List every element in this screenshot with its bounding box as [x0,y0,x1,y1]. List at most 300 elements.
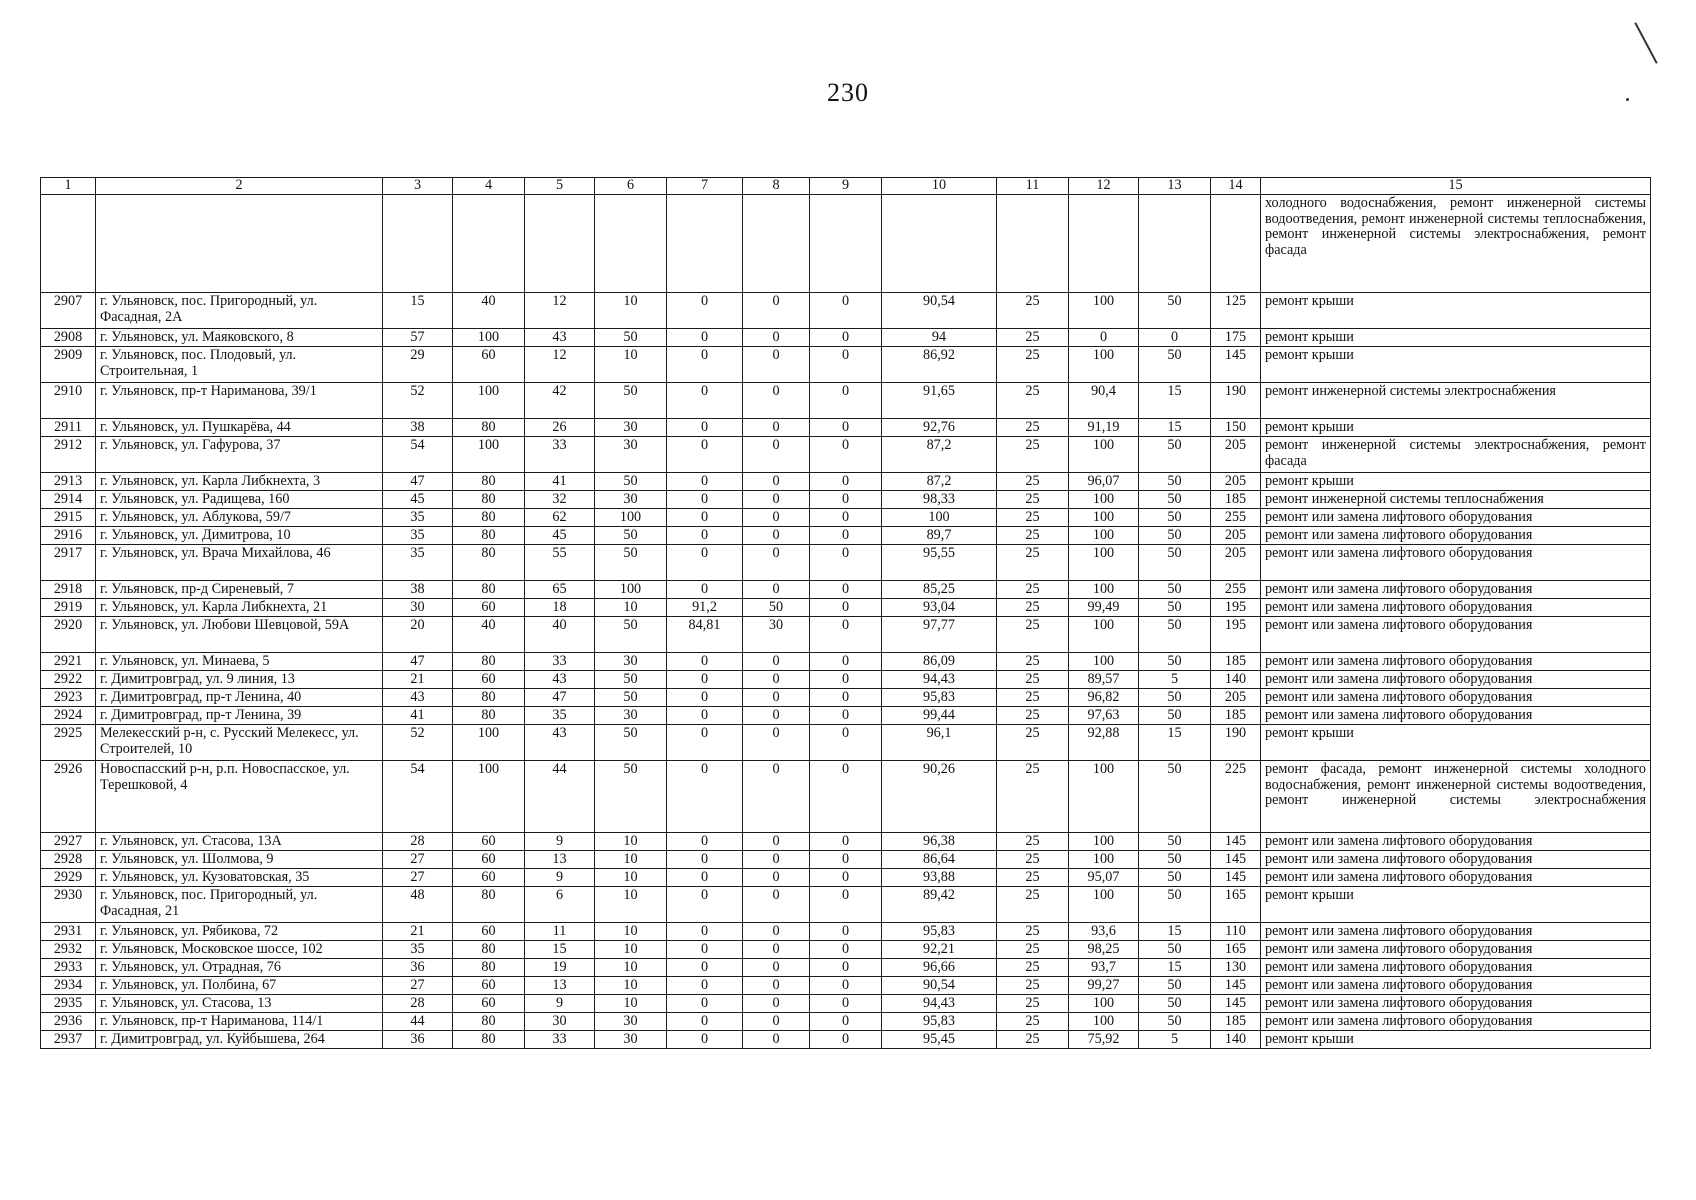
col-14: 225 [1211,761,1261,833]
work-type: ремонт или замена лифтового оборудования [1261,851,1651,869]
col-12: 100 [1069,995,1139,1013]
col-9: 0 [810,671,882,689]
col-12: 91,19 [1069,419,1139,437]
col-11: 25 [997,545,1069,581]
col-4: 60 [453,599,525,617]
col-9: 0 [810,347,882,383]
col-12: 97,63 [1069,707,1139,725]
col-10: 100 [882,509,997,527]
row-number: 2929 [41,869,96,887]
col-12: 98,25 [1069,941,1139,959]
col-13: 50 [1139,581,1211,599]
address: Мелекесский р-н, с. Русский Мелекесс, ул. Строителей, 10 [96,725,383,761]
row-number: 2913 [41,473,96,491]
address: г. Димитровград, пр-т Ленина, 40 [96,689,383,707]
row-number: 2933 [41,959,96,977]
col-12: 93,7 [1069,959,1139,977]
col-3: 57 [383,329,453,347]
col-6: 10 [595,851,667,869]
table-row [41,509,1651,527]
column-header-5: 5 [525,178,595,195]
col-3: 54 [383,761,453,833]
col-11: 25 [997,509,1069,527]
row-number: 2930 [41,887,96,923]
col-3: 36 [383,1031,453,1049]
address: г. Ульяновск, ул. Минаева, 5 [96,653,383,671]
col-5: 11 [525,923,595,941]
column-header-4: 4 [453,178,525,195]
col-3: 38 [383,581,453,599]
column-header-6: 6 [595,178,667,195]
work-type: ремонт крыши [1261,419,1651,437]
work-type: ремонт или замена лифтового оборудования [1261,581,1651,599]
work-type: ремонт крыши [1261,293,1651,329]
address: г. Ульяновск, ул. Карла Либкнехта, 3 [96,473,383,491]
col-13: 50 [1139,689,1211,707]
col-8: 0 [743,347,810,383]
col-7: 0 [667,707,743,725]
col-13: 50 [1139,437,1211,473]
col-7: 0 [667,725,743,761]
table-row [41,1013,1651,1031]
col-14: 145 [1211,869,1261,887]
col-12: 99,49 [1069,599,1139,617]
col-3: 28 [383,833,453,851]
col-13: 15 [1139,419,1211,437]
work-type: ремонт инженерной системы электроснабжения [1261,383,1651,419]
column-header-9: 9 [810,178,882,195]
col-6: 30 [595,653,667,671]
address: г. Ульяновск, Московское шоссе, 102 [96,941,383,959]
col-13: 50 [1139,347,1211,383]
col-3: 27 [383,851,453,869]
work-type: ремонт или замена лифтового оборудования [1261,527,1651,545]
col-3: 43 [383,689,453,707]
col-5: 13 [525,977,595,995]
col-5: 9 [525,833,595,851]
col-5: 32 [525,491,595,509]
address: г. Ульяновск, ул. Полбина, 67 [96,977,383,995]
col-7: 0 [667,833,743,851]
col-14: 165 [1211,887,1261,923]
row-number: 2916 [41,527,96,545]
col-3: 41 [383,707,453,725]
col-12: 89,57 [1069,671,1139,689]
col-8: 0 [743,509,810,527]
col-6: 30 [595,419,667,437]
col-13: 5 [1139,1031,1211,1049]
col-9: 0 [810,869,882,887]
col-8: 0 [743,941,810,959]
col-7: 0 [667,851,743,869]
col-10: 95,83 [882,689,997,707]
col-4: 80 [453,1013,525,1031]
col-3: 54 [383,437,453,473]
col-5: 33 [525,437,595,473]
col-9: 0 [810,473,882,491]
col-3: 28 [383,995,453,1013]
table-row [41,923,1651,941]
col-3: 48 [383,887,453,923]
col-13: 15 [1139,959,1211,977]
col-11: 25 [997,617,1069,653]
table-row [41,1031,1651,1049]
column-header-2: 2 [96,178,383,195]
address: г. Ульяновск, ул. Шолмова, 9 [96,851,383,869]
work-type: ремонт или замена лифтового оборудования [1261,653,1651,671]
col-13: 50 [1139,1013,1211,1031]
col-10: 89,42 [882,887,997,923]
col-7: 0 [667,1031,743,1049]
row-number: 2918 [41,581,96,599]
col-9: 0 [810,761,882,833]
col-3: 30 [383,599,453,617]
work-type: ремонт или замена лифтового оборудования [1261,923,1651,941]
col-8: 0 [743,959,810,977]
col-10: 87,2 [882,437,997,473]
col-9: 0 [810,977,882,995]
col-13: 50 [1139,293,1211,329]
col-11: 25 [997,923,1069,941]
row-number: 2927 [41,833,96,851]
col-14: 175 [1211,329,1261,347]
col-11: 25 [997,1031,1069,1049]
col-4: 60 [453,977,525,995]
col-7: 0 [667,653,743,671]
col-9: 0 [810,581,882,599]
work-type: ремонт или замена лифтового оборудования [1261,689,1651,707]
column-header-8: 8 [743,178,810,195]
table-row [41,977,1651,995]
address: г. Ульяновск, пос. Пригородный, ул. Фасадная, 2А [96,293,383,329]
col-13: 15 [1139,923,1211,941]
col-6: 10 [595,995,667,1013]
col-3: 47 [383,653,453,671]
table-row [41,473,1651,491]
col-5: 33 [525,653,595,671]
col-7: 0 [667,383,743,419]
col-6: 10 [595,923,667,941]
col-14: 205 [1211,689,1261,707]
work-type: ремонт крыши [1261,473,1651,491]
col-6: 10 [595,959,667,977]
col-9: 0 [810,293,882,329]
row-number: 2917 [41,545,96,581]
col-11: 25 [997,959,1069,977]
col-6: 30 [595,707,667,725]
col-12: 100 [1069,833,1139,851]
col-7: 0 [667,473,743,491]
table-row [41,293,1651,329]
row-number: 2915 [41,509,96,527]
col-12: 100 [1069,509,1139,527]
col-4: 60 [453,347,525,383]
col-8: 0 [743,1031,810,1049]
row-number: 2907 [41,293,96,329]
col-5: 43 [525,671,595,689]
col-9: 0 [810,1031,882,1049]
col-11: 25 [997,473,1069,491]
work-type: ремонт или замена лифтового оборудования [1261,599,1651,617]
col-7: 0 [667,545,743,581]
col-8: 30 [743,617,810,653]
col-5: 62 [525,509,595,527]
col-9: 0 [810,725,882,761]
column-header-15: 15 [1261,178,1651,195]
col-10: 89,7 [882,527,997,545]
col-3: 35 [383,545,453,581]
col-14: 185 [1211,707,1261,725]
col-9: 0 [810,833,882,851]
col-10: 95,83 [882,1013,997,1031]
col-4: 80 [453,545,525,581]
col-14: 150 [1211,419,1261,437]
address: г. Ульяновск, ул. Аблукова, 59/7 [96,509,383,527]
col-7: 0 [667,923,743,941]
col-14: 255 [1211,581,1261,599]
table-row [41,833,1651,851]
col-11: 25 [997,653,1069,671]
col-11: 25 [997,671,1069,689]
col-4: 100 [453,725,525,761]
col-7: 0 [667,581,743,599]
work-type: ремонт крыши [1261,329,1651,347]
col-13: 5 [1139,671,1211,689]
address: г. Ульяновск, пр-т Нариманова, 114/1 [96,1013,383,1031]
col-13: 50 [1139,941,1211,959]
col-4: 60 [453,851,525,869]
col-14: 205 [1211,473,1261,491]
col-3: 20 [383,617,453,653]
col-14: 195 [1211,599,1261,617]
col-14: 140 [1211,1031,1261,1049]
col-12: 95,07 [1069,869,1139,887]
row-number: 2928 [41,851,96,869]
work-type: ремонт фасада, ремонт инженерной системы холодного водоснабжения, ремонт инженерной системы водоотведения, ремонт инженерной системы электроснабжения [1261,761,1651,833]
col-7: 0 [667,995,743,1013]
column-header-13: 13 [1139,178,1211,195]
col-3: 21 [383,671,453,689]
col-7: 0 [667,941,743,959]
table-row [41,959,1651,977]
col-5: 18 [525,599,595,617]
col-4: 60 [453,869,525,887]
col-6: 100 [595,581,667,599]
col-13: 50 [1139,761,1211,833]
work-type: ремонт крыши [1261,887,1651,923]
col-10: 86,09 [882,653,997,671]
col-12: 75,92 [1069,1031,1139,1049]
col-9: 0 [810,545,882,581]
table-row [41,617,1651,653]
address: г. Ульяновск, ул. Врача Михайлова, 46 [96,545,383,581]
col-6: 50 [595,527,667,545]
col-3: 38 [383,419,453,437]
row-number: 2923 [41,689,96,707]
work-type: ремонт или замена лифтового оборудования [1261,1013,1651,1031]
col-10: 94 [882,329,997,347]
col-7: 0 [667,437,743,473]
col-10: 93,88 [882,869,997,887]
col-12: 100 [1069,851,1139,869]
col-14: 205 [1211,527,1261,545]
col-10: 94,43 [882,995,997,1013]
col-13: 50 [1139,617,1211,653]
col-10: 87,2 [882,473,997,491]
work-type: ремонт или замена лифтового оборудования [1261,869,1651,887]
col-11: 25 [997,437,1069,473]
col-5: 55 [525,545,595,581]
col-9: 0 [810,437,882,473]
col-3: 36 [383,959,453,977]
col-13: 50 [1139,995,1211,1013]
col-5: 15 [525,941,595,959]
col-4: 80 [453,491,525,509]
col-5: 43 [525,725,595,761]
table-row [41,995,1651,1013]
col-4: 40 [453,617,525,653]
col-11: 25 [997,851,1069,869]
col-11: 25 [997,581,1069,599]
table-row [41,491,1651,509]
col-11: 25 [997,977,1069,995]
col-8: 0 [743,419,810,437]
col-6: 10 [595,347,667,383]
col-5: 35 [525,707,595,725]
col-11: 25 [997,995,1069,1013]
col-13: 50 [1139,851,1211,869]
col-4: 80 [453,527,525,545]
table-row [41,419,1651,437]
row-number: 2912 [41,437,96,473]
col-4: 80 [453,707,525,725]
col-4: 80 [453,581,525,599]
col-13: 50 [1139,653,1211,671]
col-12: 100 [1069,887,1139,923]
address: г. Димитровград, пр-т Ленина, 39 [96,707,383,725]
col-10: 92,76 [882,419,997,437]
col-13: 50 [1139,599,1211,617]
col-8: 0 [743,527,810,545]
col-3: 27 [383,977,453,995]
row-number: 2908 [41,329,96,347]
col-5: 26 [525,419,595,437]
row-number: 2922 [41,671,96,689]
column-header-12: 12 [1069,178,1139,195]
address: г. Ульяновск, ул. Радищева, 160 [96,491,383,509]
col-7: 0 [667,347,743,383]
col-3: 35 [383,527,453,545]
continuation-text: холодного водоснабжения, ремонт инженерной системы водоотведения, ремонт инженерной системы теплоснабжения, ремонт инженерной системы электроснабжения, ремонт фасада [1261,195,1651,293]
col-9: 0 [810,995,882,1013]
col-7: 0 [667,761,743,833]
col-5: 30 [525,1013,595,1031]
table-row [41,761,1651,833]
col-11: 25 [997,419,1069,437]
col-5: 42 [525,383,595,419]
table-row [41,581,1651,599]
col-7: 0 [667,977,743,995]
row-number: 2932 [41,941,96,959]
col-3: 52 [383,383,453,419]
col-14: 205 [1211,545,1261,581]
col-11: 25 [997,293,1069,329]
col-5: 44 [525,761,595,833]
col-10: 86,92 [882,347,997,383]
col-13: 50 [1139,527,1211,545]
col-7: 0 [667,527,743,545]
col-10: 94,43 [882,671,997,689]
row-number: 2935 [41,995,96,1013]
col-3: 45 [383,491,453,509]
col-14: 185 [1211,653,1261,671]
col-3: 52 [383,725,453,761]
col-4: 40 [453,293,525,329]
table-row [41,545,1651,581]
col-8: 50 [743,599,810,617]
col-8: 0 [743,977,810,995]
col-6: 10 [595,293,667,329]
col-11: 25 [997,347,1069,383]
work-type: ремонт или замена лифтового оборудования [1261,977,1651,995]
col-5: 47 [525,689,595,707]
col-13: 50 [1139,509,1211,527]
address: г. Ульяновск, ул. Отрадная, 76 [96,959,383,977]
table-row [41,689,1651,707]
col-11: 25 [997,599,1069,617]
address: г. Ульяновск, ул. Стасова, 13 [96,995,383,1013]
col-14: 195 [1211,617,1261,653]
col-6: 50 [595,689,667,707]
col-3: 47 [383,473,453,491]
col-9: 0 [810,959,882,977]
col-8: 0 [743,1013,810,1031]
col-8: 0 [743,293,810,329]
table-row [41,527,1651,545]
table-row [41,347,1651,383]
col-14: 130 [1211,959,1261,977]
work-type: ремонт или замена лифтового оборудования [1261,707,1651,725]
col-4: 80 [453,509,525,527]
table-row [41,329,1651,347]
ink-dot [1626,98,1629,101]
work-type: ремонт или замена лифтового оборудования [1261,995,1651,1013]
col-9: 0 [810,383,882,419]
col-13: 50 [1139,473,1211,491]
col-3: 35 [383,941,453,959]
col-6: 30 [595,437,667,473]
col-13: 0 [1139,329,1211,347]
col-10: 95,45 [882,1031,997,1049]
col-12: 0 [1069,329,1139,347]
col-6: 50 [595,761,667,833]
col-5: 12 [525,347,595,383]
col-8: 0 [743,725,810,761]
col-6: 50 [595,329,667,347]
col-11: 25 [997,491,1069,509]
col-3: 15 [383,293,453,329]
continuation-row [41,195,1651,293]
col-9: 0 [810,617,882,653]
address: г. Ульяновск, ул. Стасова, 13А [96,833,383,851]
col-14: 145 [1211,977,1261,995]
row-number: 2934 [41,977,96,995]
col-13: 50 [1139,887,1211,923]
table-row [41,869,1651,887]
col-14: 125 [1211,293,1261,329]
col-5: 12 [525,293,595,329]
address: г. Ульяновск, пр-т Нариманова, 39/1 [96,383,383,419]
